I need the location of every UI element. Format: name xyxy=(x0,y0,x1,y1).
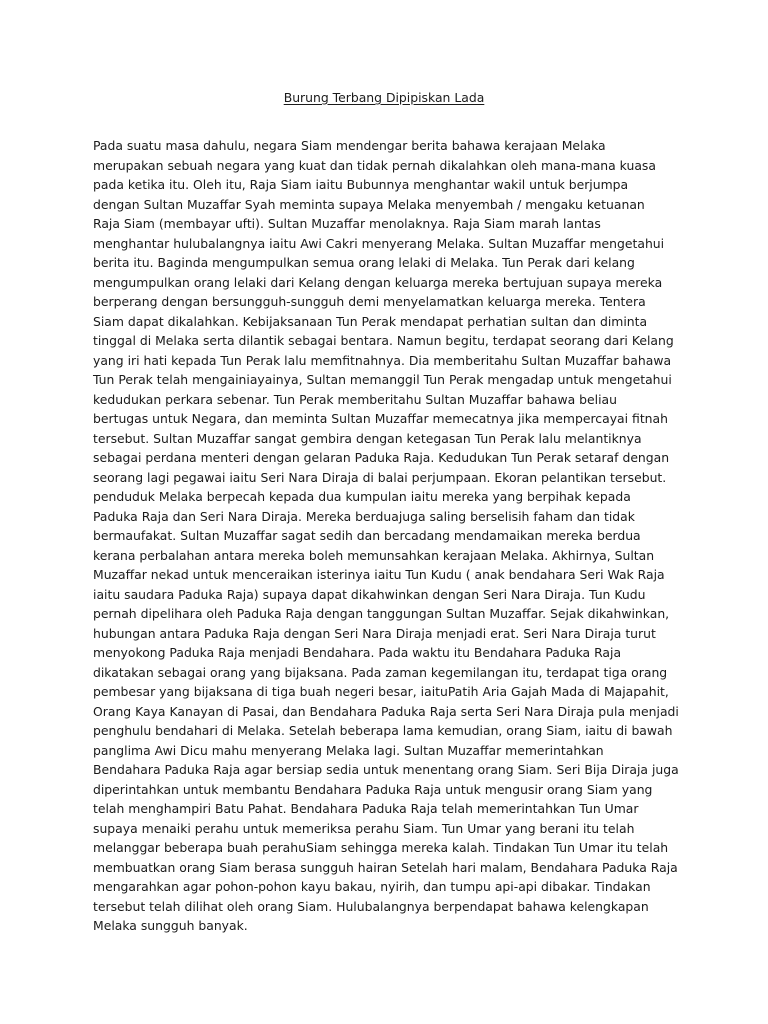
body-line: Muzaffar nekad untuk menceraikan isterinya iaitu Tun Kudu ( anak bendahara Seri Wak Raja xyxy=(93,567,665,582)
body-line: dikatakan sebagai orang yang bijaksana. Pada zaman kegemilangan itu, terdapat tiga orang xyxy=(93,664,668,680)
body-line: supaya menaiki perahu untuk memeriksa perahu Siam. Tun Umar yang berani itu telah xyxy=(93,820,635,836)
body-line: melanggar beberapa buah perahuSiam sehingga mereka kalah. Tindakan Tun Umar itu telah xyxy=(93,840,669,855)
body-line: Paduka Raja dan Seri Nara Diraja. Mereka berduajuga saling berselisih faham dan tidak xyxy=(93,508,635,524)
body-line: kerana perbalahan antara mereka boleh memunsahkan kerajaan Melaka. Akhirnya, Sultan xyxy=(93,547,655,563)
body-line: berita itu. Baginda mengumpulkan semua orang lelaki di Melaka. Tun Perak dari kelang xyxy=(93,255,635,270)
body-line: tersebut. Sultan Muzaffar sangat gembira dengan ketegasan Tun Perak lalu melantiknya xyxy=(93,430,642,446)
body-line: hubungan antara Paduka Raja dengan Seri Nara Diraja menjadi erat. Seri Nara Diraja turut xyxy=(93,625,656,641)
body-line: Siam dapat dikalahkan. Kebijaksanaan Tun Perak mendapat perhatian sultan dan diminta xyxy=(93,313,648,329)
body-line: tersebut telah dilihat oleh orang Siam. Hulubalangnya berpendapat bahawa kelengkapan xyxy=(93,898,649,914)
body-line: Pada suatu masa dahulu, negara Siam mendengar berita bahawa kerajaan Melaka xyxy=(93,138,606,153)
body-line: Bendahara Paduka Raja agar bersiap sedia untuk menentang orang Siam. Seri Bija Diraja juga xyxy=(93,762,679,777)
body-line: panglima Awi Dicu mahu menyerang Melaka lagi. Sultan Muzaffar memerintahkan xyxy=(93,742,604,758)
body-line: sebagai perdana menteri dengan gelaran Paduka Raja. Kedudukan Tun Perak setaraf dengan xyxy=(93,450,670,465)
body-line: mengumpulkan orang lelaki dari Kelang dengan keluarga mereka bertujuan supaya mereka xyxy=(93,274,663,290)
body-line: berperang dengan bersungguh-sungguh demi menyelamatkan keluarga mereka. Tentera xyxy=(93,294,646,309)
body-line: tinggal di Melaka serta dilantik sebagai bentara. Namun begitu, terdapat seorang dari Kelang xyxy=(93,333,674,348)
body-line: Raja Siam (membayar ufti). Sultan Muzaffar menolaknya. Raja Siam marah lantas xyxy=(93,216,601,231)
body-line: penduduk Melaka berpecah kepada dua kumpulan iaitu mereka yang berpihak kepada xyxy=(93,489,631,504)
body-line: Orang Kaya Kanayan di Pasai, dan Bendahara Paduka Raja serta Seri Nara Diraja pula menjadi xyxy=(93,703,679,719)
body-line: penghulu bendahari di Melaka. Setelah beberapa lama kemudian, orang Siam, iaitu di bawah xyxy=(93,723,673,738)
body-line: mengarahkan agar pohon-pohon kayu bakau, nyirih, dan tumpu api-api dibakar. Tindakan xyxy=(93,879,651,894)
body-line: Melaka sungguh banyak. xyxy=(93,918,248,933)
body-line: diperintahkan untuk membantu Bendahara Paduka Raja untuk mengusir orang Siam yang xyxy=(93,781,653,797)
document-title: Burung Terbang Dipipiskan Lada xyxy=(283,90,485,105)
body-line: bertugas untuk Negara, dan meminta Sultan Muzaffar memecatnya jika mempercayai fitnah xyxy=(93,411,668,426)
body-line: bermaufakat. Sultan Muzaffar sagat sedih dan bercadang mendamaikan mereka berdua xyxy=(93,528,641,543)
body-line: membuatkan orang Siam berasa sungguh hairan Setelah hari malam, Bendahara Paduka Raja xyxy=(93,859,678,875)
body-line: pembesar yang bijaksana di tiga buah negeri besar, iaituPatih Aria Gajah Mada di Majapahit, xyxy=(93,684,669,699)
body-line: seorang lagi pegawai iaitu Seri Nara Diraja di balai perjumpaan. Ekoran pelantikan tersebut. xyxy=(93,469,667,485)
body-line: merupakan sebuah negara yang kuat dan tidak pernah dikalahkan oleh mana-mana kuasa xyxy=(93,157,656,173)
body-line: pernah dipelihara oleh Paduka Raja dengan tanggungan Sultan Muzaffar. Sejak dikahwinkan, xyxy=(93,606,670,621)
body-line: pada ketika itu. Oleh itu, Raja Siam iaitu Bubunnya menghantar wakil untuk berjumpa xyxy=(93,177,629,192)
body-line: menghantar hulubalangnya iaitu Awi Cakri menyerang Melaka. Sultan Muzaffar mengetahui xyxy=(93,235,665,251)
body-line: menyokong Paduka Raja menjadi Bendahara. Pada waktu itu Bendahara Paduka Raja xyxy=(93,645,622,660)
body-line: iaitu saudara Paduka Raja) supaya dapat dikahwinkan dengan Seri Nara Diraja. Tun Kudu xyxy=(93,586,646,602)
body-line: kedudukan perkara sebenar. Tun Perak memberitahu Sultan Muzaffar bahawa beliau xyxy=(93,391,618,407)
body-line: dengan Sultan Muzaffar Syah meminta supaya Melaka menyembah / mengaku ketuanan xyxy=(93,196,645,212)
document-body xyxy=(93,136,683,936)
body-line: yang iri hati kepada Tun Perak lalu memfitnahnya. Dia memberitahu Sultan Muzaffar bahawa xyxy=(93,352,672,368)
body-line: telah menghampiri Batu Pahat. Bendahara Paduka Raja telah memerintahkan Tun Umar xyxy=(93,801,639,816)
body-line: Tun Perak telah mengainiayainya, Sultan memanggil Tun Perak mengadap untuk mengetahui xyxy=(93,372,672,387)
